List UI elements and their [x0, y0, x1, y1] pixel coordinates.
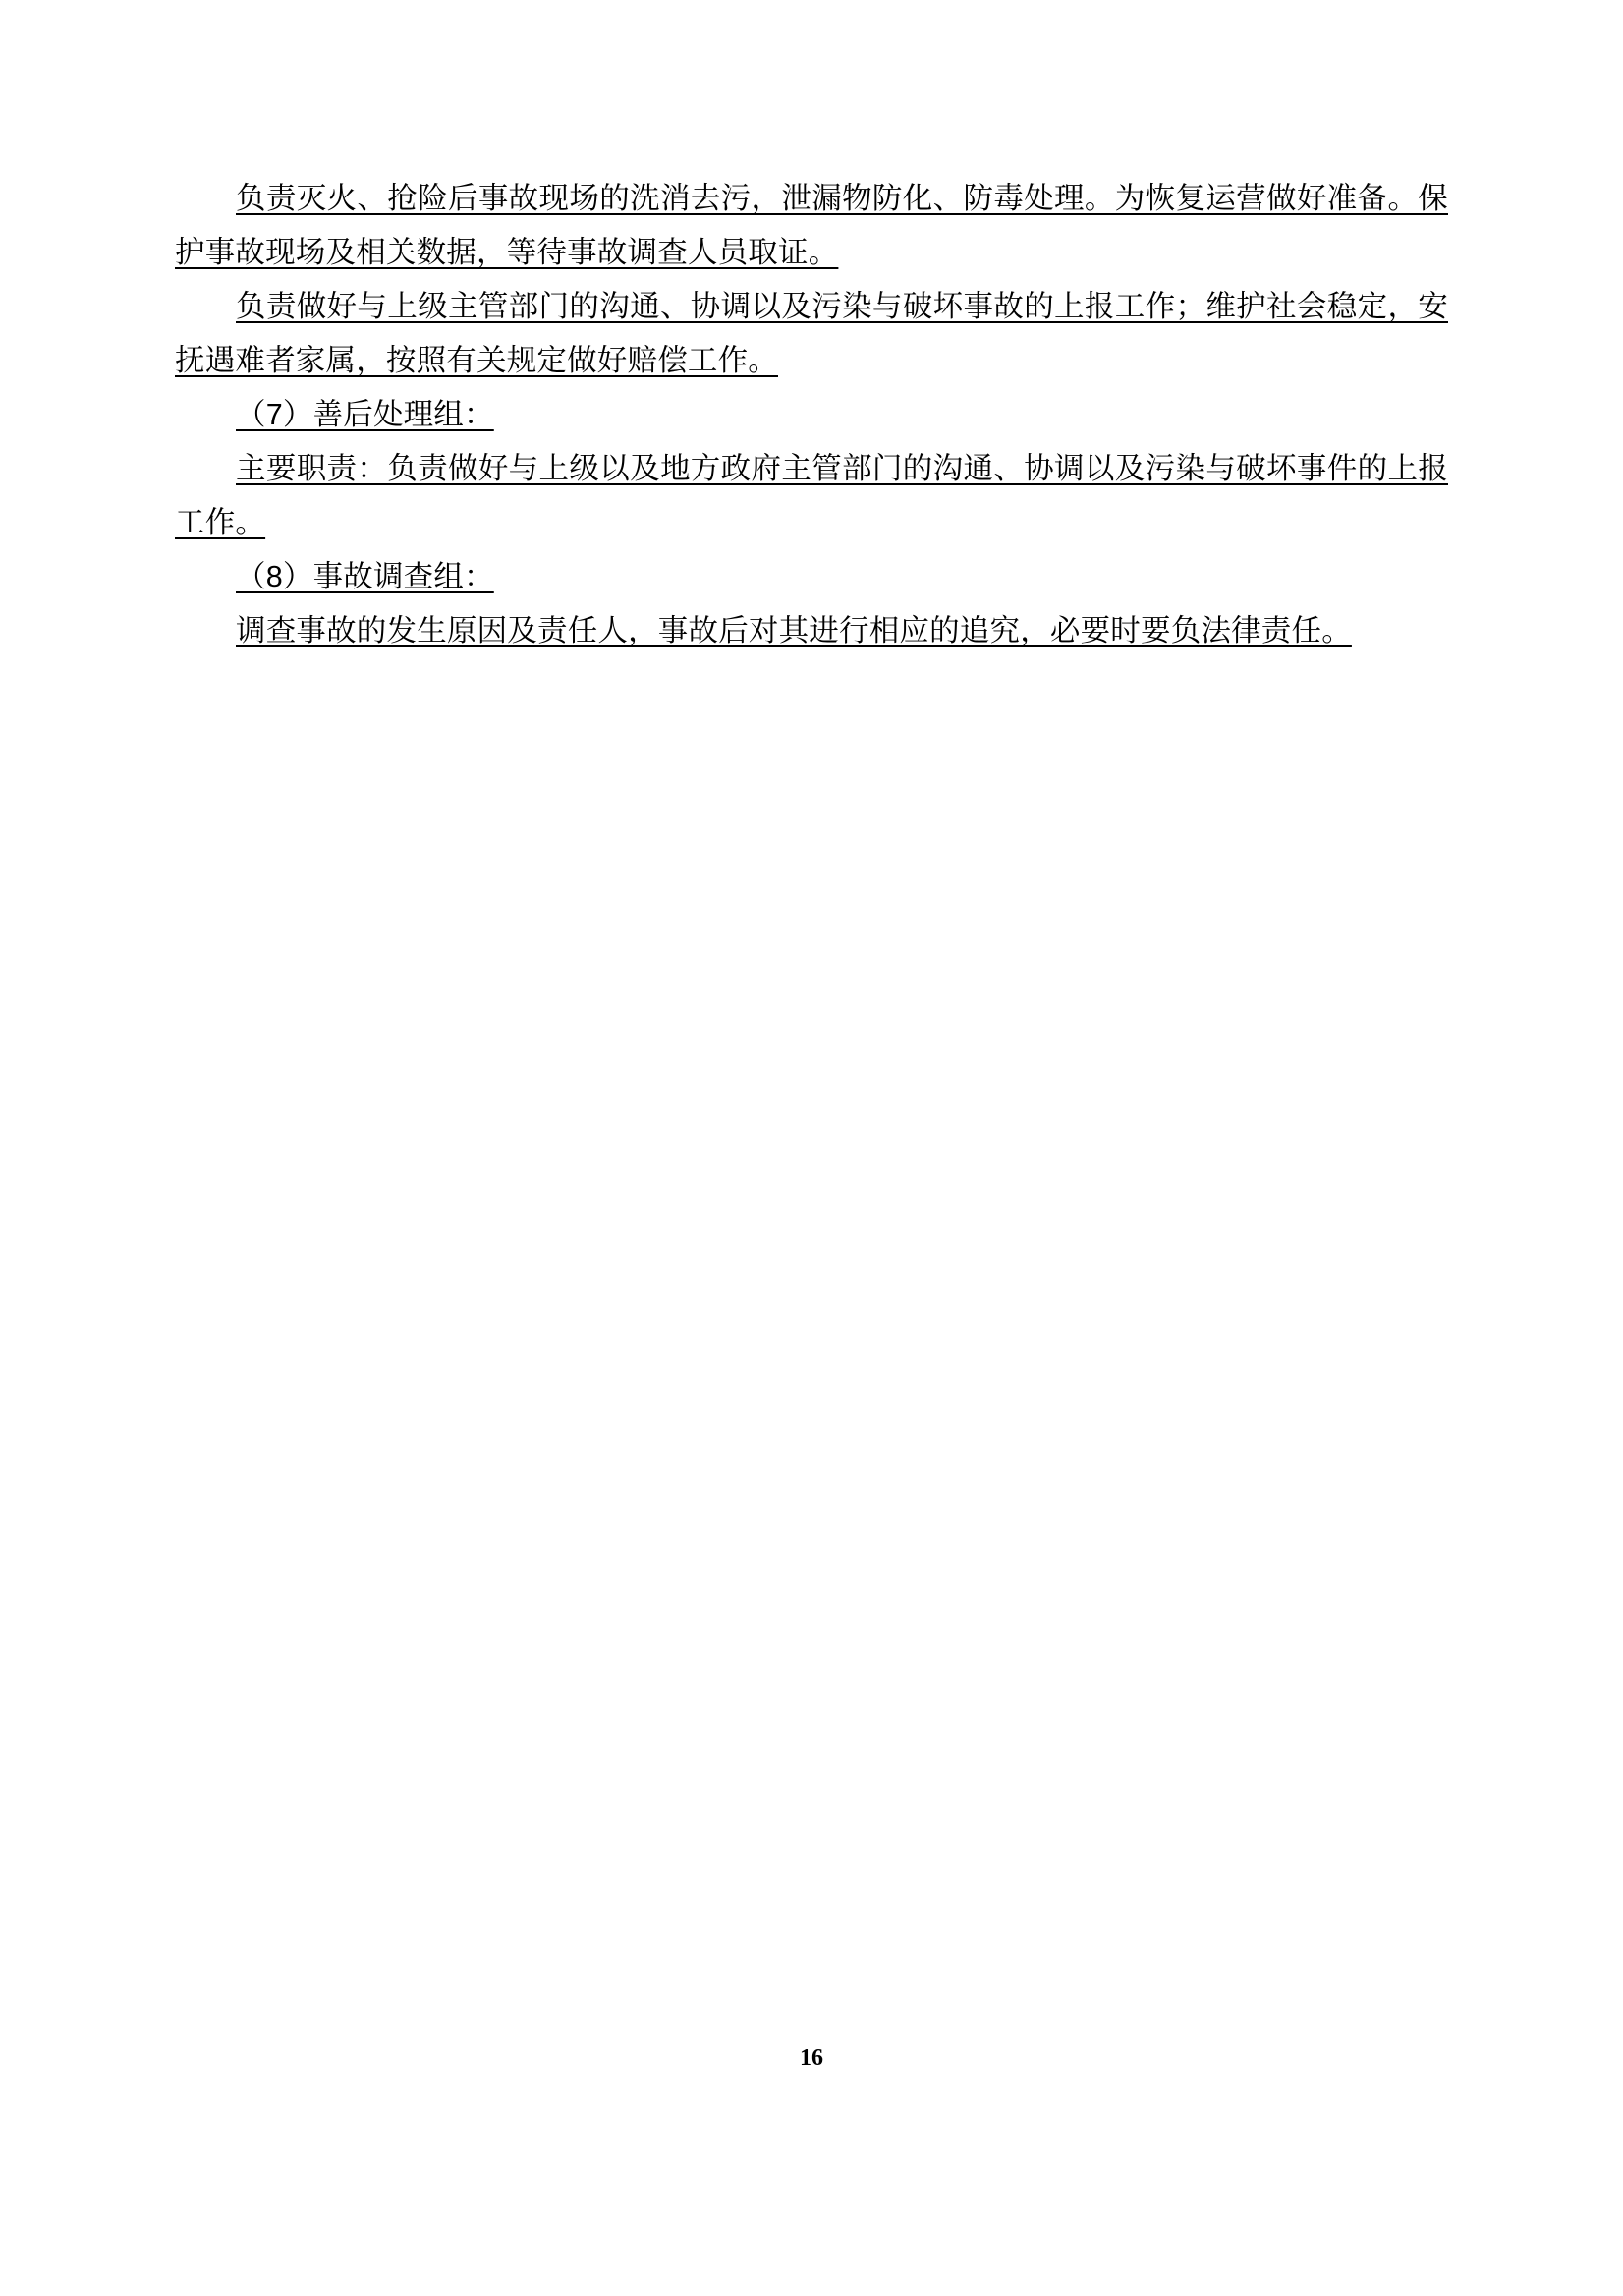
paragraph-5-heading: [175, 550, 1448, 604]
paragraph-1: [175, 172, 1448, 280]
paragraph-1-text: 负责灭火、抢险后事故现场的洗消去污，泄漏物防化、防毒处理。为恢复运营做好准备。保护事故现场及相关数据，等待事故调查人员取证。: [175, 182, 1448, 269]
paragraph-6: [175, 604, 1448, 658]
document-body: [175, 172, 1448, 658]
paragraph-4-text: 主要职责：负责做好与上级以及地方政府主管部门的沟通、协调以及污染与破坏事件的上报工作。: [175, 452, 1448, 539]
paragraph-3-text: （7）善后处理组：: [236, 398, 494, 431]
paragraph-2-text: 负责做好与上级主管部门的沟通、协调以及污染与破坏事故的上报工作；维护社会稳定，安抚遇难者家属，按照有关规定做好赔偿工作。: [175, 290, 1448, 377]
paragraph-2: [175, 280, 1448, 388]
paragraph-4: [175, 442, 1448, 550]
paragraph-3-heading: [175, 388, 1448, 442]
page-number: 16: [800, 2045, 823, 2071]
paragraph-5-text: （8）事故调查组：: [236, 560, 494, 593]
paragraph-6-text: 调查事故的发生原因及责任人，事故后对其进行相应的追究，必要时要负法律责任。: [236, 614, 1352, 647]
